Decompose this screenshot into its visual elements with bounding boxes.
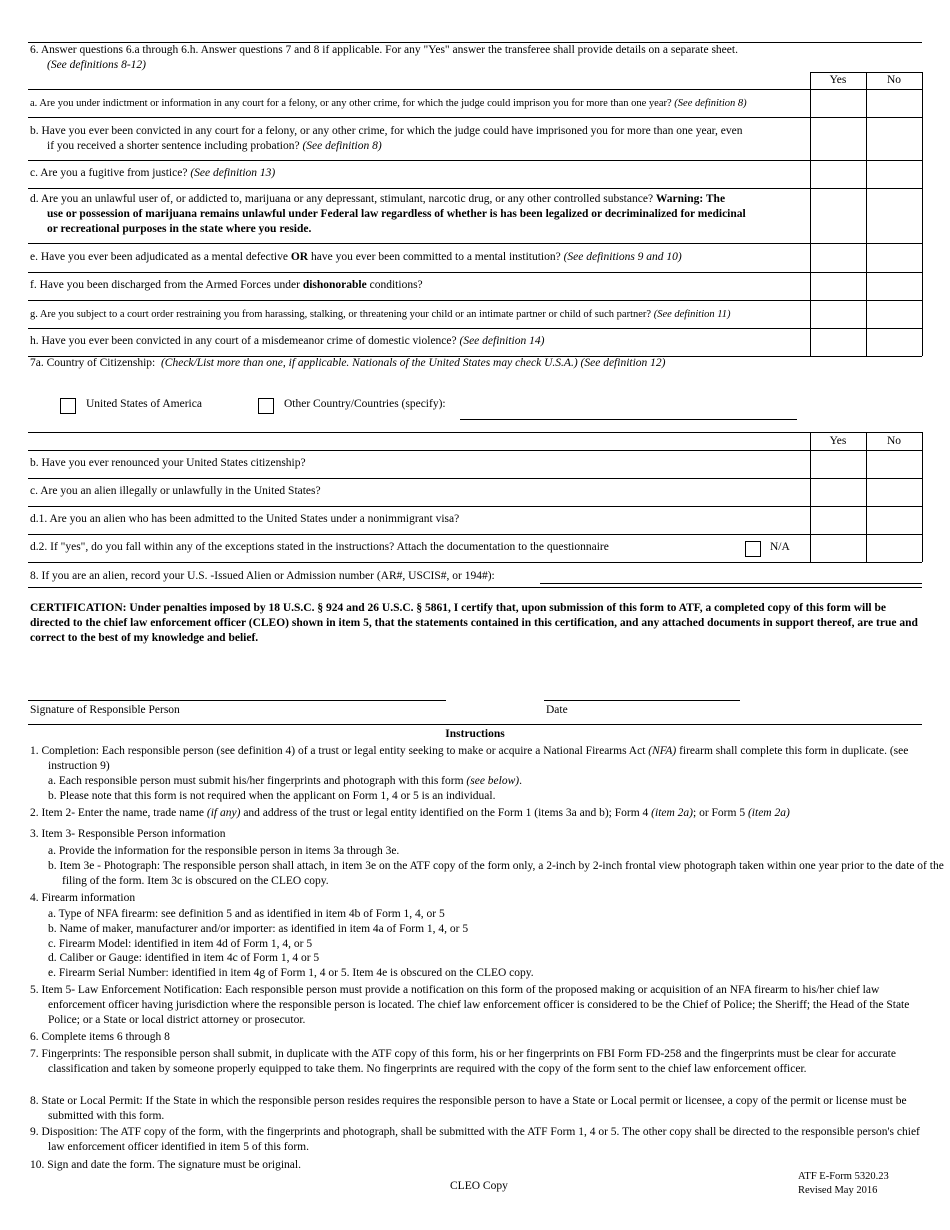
instruction-6: 6. Complete items 6 through 8	[30, 1031, 170, 1043]
other-country-label: Other Country/Countries (specify):	[284, 398, 446, 410]
na-label: N/A	[770, 541, 790, 553]
instruction-4: 4. Firearm information	[30, 892, 136, 904]
q6f-no-cell[interactable]	[867, 273, 922, 300]
instructions-title: Instructions	[445, 728, 505, 740]
q6-intro: 6. Answer questions 6.a through 6.h. Answer questions 7 and 8 if applicable. For any "Yes" answer the transferee shall provide details on a separate sheet. (See definitions 8-12)	[30, 44, 738, 71]
q7d2-no-cell[interactable]	[867, 535, 922, 562]
q6e-yes-cell[interactable]	[811, 244, 866, 272]
usa-label: United States of America	[86, 398, 202, 410]
q6f: f. Have you been discharged from the Armed Forces under dishonorable conditions?	[30, 279, 423, 291]
q6a-yes-cell[interactable]	[811, 90, 866, 117]
col-yes-header: Yes	[829, 74, 847, 86]
q7d1-no-cell[interactable]	[867, 507, 922, 534]
instruction-1a: a. Each responsible person must submit his/her fingerprints and photograph with this form (see below).	[48, 775, 522, 787]
q7b-no-cell[interactable]	[867, 451, 922, 478]
alien-number-input[interactable]	[540, 583, 922, 584]
q6g-no-cell[interactable]	[867, 301, 922, 328]
certification-text: CERTIFICATION: Under penalties imposed by 18 U.S.C. § 924 and 26 U.S.C. § 5861, I certify that, upon submission of this form to ATF, a completed copy of this form will be directed to the chief law enforcement officer (CLEO) shown in item 5, that the statements contained in this certification, and any attached documents in support thereof, are true and correct to the best of my knowledge and belief.	[30, 602, 918, 644]
q7b: b. Have you ever renounced your United States citizenship?	[30, 457, 306, 469]
instruction-8: 8. State or Local Permit: If the State in which the responsible person resides requires the responsible person to have a State or Local permit or licensee, a copy of the permit or license must be submitted with this form.	[30, 1095, 907, 1122]
q7c-no-cell[interactable]	[867, 479, 922, 506]
na-checkbox[interactable]	[745, 541, 761, 557]
q6d-yes-cell[interactable]	[811, 189, 866, 243]
instruction-9: 9. Disposition: The ATF copy of the form, with the fingerprints and photograph, shall be submitted with the ATF Form 1, 4 or 5. The other copy shall be directed to the responsible person's chief law enforcement officer identified in item 5 of this form.	[30, 1126, 920, 1153]
q6h-yes-cell[interactable]	[811, 329, 866, 356]
q6b: b. Have you ever been convicted in any court for a felony, or any other crime, for which the judge could have imprisoned you for more than one year, even if you received a shorter sentence including probation? (See definition 8)	[30, 125, 743, 152]
instruction-4e: e. Firearm Serial Number: identified in item 4g of Form 1, 4 or 5. Item 4e is obscured on the CLEO copy.	[48, 967, 534, 979]
q6e-no-cell[interactable]	[867, 244, 922, 272]
q6h-no-cell[interactable]	[867, 329, 922, 356]
col-yes-header-2: Yes	[829, 435, 847, 447]
q6a-no-cell[interactable]	[867, 90, 922, 117]
instruction-3a: a. Provide the information for the responsible person in items 3a through 3e.	[48, 845, 400, 857]
col-no-header: No	[886, 74, 902, 86]
instruction-4a: a. Type of NFA firearm: see definition 5 and as identified in item 4b of Form 1, 4, or 5	[48, 908, 445, 920]
q6h: h. Have you ever been convicted in any court of a misdemeanor crime of domestic violence? (See definition 14)	[30, 335, 545, 347]
q6a: a. Are you under indictment or information in any court for a felony, or any other crime, for which the judge could imprison you for more than one year? (See definition 8)	[30, 98, 747, 109]
q6c: c. Are you a fugitive from justice? (See definition 13)	[30, 167, 276, 179]
q6b-yes-cell[interactable]	[811, 118, 866, 160]
date-label: Date	[546, 704, 568, 716]
q8: 8. If you are an alien, record your U.S. -Issued Alien or Admission number (AR#, USCIS#, or 194#):	[30, 570, 495, 582]
q6g: g. Are you subject to a court order restraining you from harassing, stalking, or threatening your child or an intimate partner or child of such partner? (See definition 11)	[30, 309, 731, 320]
instruction-2: 2. Item 2- Enter the name, trade name (if any) and address of the trust or legal entity identified on the Form 1 (items 3a and b); Form 4 (item 2a); or Form 5 (item 2a)	[30, 807, 790, 819]
cleo-copy-label: CLEO Copy	[450, 1180, 508, 1192]
q6f-yes-cell[interactable]	[811, 273, 866, 300]
instruction-3b: b. Item 3e - Photograph: The responsible person shall attach, in item 3e on the ATF copy of the form only, a 2-inch by 2-inch frontal view photograph taken within one year prior to the date of the filing of the form. Item 3c is obscured on the CLEO copy.	[48, 860, 944, 887]
q7d1-yes-cell[interactable]	[811, 507, 866, 534]
instruction-4b: b. Name of maker, manufacturer and/or importer: as identified in item 4a of Form 1, 4, or 5	[48, 923, 469, 935]
q7c: c. Are you an alien illegally or unlawfully in the United States?	[30, 485, 321, 497]
q7a: 7a. Country of Citizenship: (Check/List more than one, if applicable. Nationals of the United States may check U.S.A.) (See definition 12)	[30, 357, 666, 369]
signature-label: Signature of Responsible Person	[30, 704, 180, 716]
usa-checkbox[interactable]	[60, 398, 76, 414]
other-country-input[interactable]	[460, 419, 797, 420]
q6b-no-cell[interactable]	[867, 118, 922, 160]
instruction-1b: b. Please note that this form is not required when the applicant on Form 1, 4 or 5 is an individual.	[48, 790, 496, 802]
instruction-5: 5. Item 5- Law Enforcement Notification: Each responsible person must provide a notification on this form of the proposed making or acquisition of an NFA firearm to his/her chief law enforcement officer having jurisdiction where the responsible person is located. The chief law enforcement officer is considered to be the Chief of Police; the Sheriff; the Head of the State Police; or a State or local district attorney or prosecutor.	[30, 984, 910, 1026]
q7d1: d.1. Are you an alien who has been admitted to the United States under a nonimmigrant visa?	[30, 513, 460, 525]
col-no-header-2: No	[886, 435, 902, 447]
q6d: d. Are you an unlawful user of, or addicted to, marijuana or any depressant, stimulant, narcotic drug, or any other controlled substance? Warning: The use or possession of marijuana remains unlawful under Federal law regardless of whether is has been legalized or decriminalized for medicinal or recreational purposes in the state where you reside.	[30, 193, 746, 235]
signature-input[interactable]	[28, 700, 446, 701]
q6e: e. Have you ever been adjudicated as a mental defective OR have you ever been committed to a mental institution? (See definitions 9 and 10)	[30, 251, 682, 263]
q6c-yes-cell[interactable]	[811, 161, 866, 188]
q6d-no-cell[interactable]	[867, 189, 922, 243]
instruction-10: 10. Sign and date the form. The signature must be original.	[30, 1159, 301, 1171]
q6c-no-cell[interactable]	[867, 161, 922, 188]
instruction-4d: d. Caliber or Gauge: identified in item 4c of Form 1, 4 or 5	[48, 952, 320, 964]
q7d2-yes-cell[interactable]	[811, 535, 866, 562]
instruction-4c: c. Firearm Model: identified in item 4d of Form 1, 4, or 5	[48, 938, 313, 950]
q7d2: d.2. If "yes", do you fall within any of the exceptions stated in the instructions? Attach the documentation to the questionnaire	[30, 541, 609, 553]
instruction-7: 7. Fingerprints: The responsible person shall submit, in duplicate with the ATF copy of this form, his or her fingerprints on FBI Form FD-258 and the fingerprints must be clear for accurate classification and taken by someone properly equipped to take them. No fingerprints are required with the copy of the form sent to the chief law enforcement officer.	[30, 1048, 896, 1075]
date-input[interactable]	[544, 700, 740, 701]
instruction-3: 3. Item 3- Responsible Person information	[30, 828, 226, 840]
form-number: ATF E-Form 5320.23 Revised May 2016	[798, 1171, 889, 1196]
q7b-yes-cell[interactable]	[811, 451, 866, 478]
q6g-yes-cell[interactable]	[811, 301, 866, 328]
instruction-1: 1. Completion: Each responsible person (see definition 4) of a trust or legal entity seeking to make or acquire a National Firearms Act (NFA) firearm shall complete this form in duplicate. (see instruction 9)	[30, 745, 909, 772]
other-country-checkbox[interactable]	[258, 398, 274, 414]
q7c-yes-cell[interactable]	[811, 479, 866, 506]
